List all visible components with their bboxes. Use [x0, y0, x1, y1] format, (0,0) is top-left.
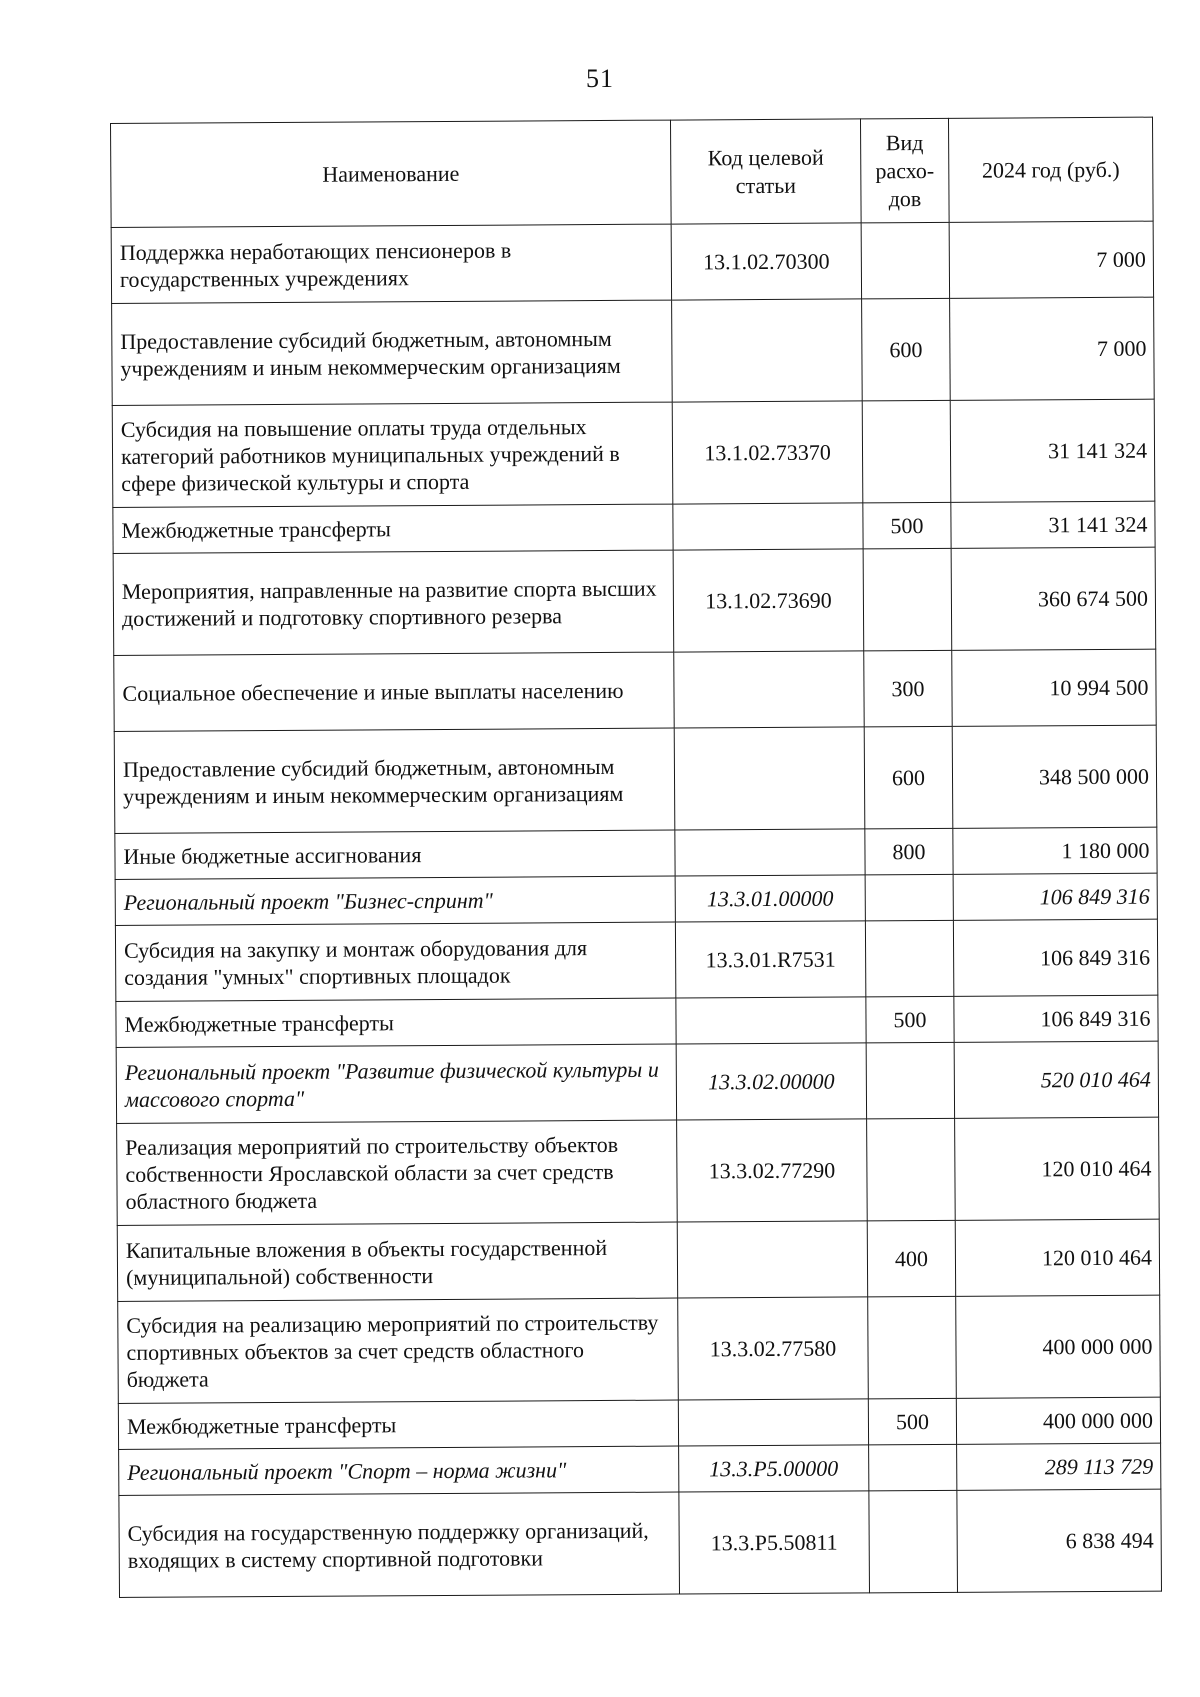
row-name-cell: Капитальные вложения в объекты государственной (муниципальной) собственности: [117, 1222, 677, 1301]
row-kind-cell: 800: [865, 828, 953, 875]
row-sum-cell: 106 849 316: [953, 919, 1157, 996]
budget-table: [110, 117, 1162, 1598]
row-sum-cell: 520 010 464: [954, 1041, 1158, 1118]
row-sum-cell: 400 000 000: [956, 1397, 1160, 1444]
row-name-cell: Региональный проект "Бизнес-спринт": [115, 876, 675, 925]
row-kind-cell: [865, 920, 953, 997]
row-name-cell: Реализация мероприятий по строительству объектов собственности Ярославской области за счет средств областного бюджета: [117, 1120, 678, 1225]
row-code-cell: [673, 503, 863, 550]
row-name-cell: Иные бюджетные ассигнования: [115, 830, 675, 879]
table-row: [119, 1489, 1162, 1597]
table-row: [116, 995, 1158, 1047]
row-kind-cell: 300: [864, 650, 952, 727]
row-kind-cell: 400: [867, 1220, 955, 1297]
page-number: 51: [586, 64, 614, 93]
row-kind-cell: [861, 222, 949, 299]
row-code-cell: 13.3.01.R7531: [675, 921, 865, 998]
row-name-cell: Межбюджетные трансферты: [116, 998, 676, 1047]
row-name-cell: Субсидия на реализацию мероприятий по строительству спортивных объектов за счет средств областного бюджета: [118, 1298, 679, 1403]
table-row: [114, 725, 1157, 833]
row-sum-cell: 7 000: [949, 221, 1153, 298]
table-row: [115, 827, 1157, 879]
row-code-cell: 13.1.02.73370: [672, 401, 863, 504]
row-kind-cell: 500: [863, 502, 951, 549]
row-sum-cell: 400 000 000: [956, 1295, 1161, 1398]
row-name-cell: Предоставление субсидий бюджетным, автономным учреждениям и иным некоммерческим организациям: [114, 728, 675, 833]
table-row: [112, 297, 1155, 405]
row-kind-cell: [869, 1490, 958, 1593]
row-sum-cell: 348 500 000: [952, 725, 1157, 828]
row-sum-cell: 120 010 464: [955, 1219, 1159, 1296]
row-code-cell: 13.3.02.77290: [677, 1119, 868, 1222]
row-kind-cell: [866, 1042, 954, 1119]
row-sum-cell: 106 849 316: [954, 995, 1158, 1042]
row-name-cell: Межбюджетные трансферты: [118, 1400, 678, 1449]
table-row: [118, 1397, 1160, 1449]
row-code-cell: [674, 651, 864, 728]
row-sum-cell: 31 141 324: [951, 501, 1155, 548]
table-row: [112, 399, 1155, 507]
table-header: [111, 117, 1154, 227]
row-sum-cell: 1 180 000: [953, 827, 1157, 874]
row-name-cell: Субсидия на закупку и монтаж оборудования для создания "умных" спортивных площадок: [115, 922, 675, 1001]
row-code-cell: 13.3.02.77580: [678, 1297, 869, 1400]
row-sum-cell: 6 838 494: [957, 1489, 1162, 1592]
row-sum-cell: 31 141 324: [950, 399, 1155, 502]
row-name-cell: Мероприятия, направленные на развитие спорта высших достижений и подготовку спортивного резерва: [113, 550, 674, 655]
row-name-cell: Межбюджетные трансферты: [113, 504, 673, 553]
header-kind: Вид расхо-дов: [860, 118, 949, 223]
row-kind-cell: 600: [864, 726, 953, 829]
row-kind-cell: [862, 400, 951, 503]
row-code-cell: [678, 1399, 868, 1446]
header-sum: 2024 год (руб.): [948, 117, 1153, 222]
table-row: [115, 873, 1157, 925]
header-row: [111, 117, 1154, 227]
table-row: [117, 1219, 1159, 1301]
row-name-cell: Субсидия на повышение оплаты труда отдельных категорий работников муниципальных учреждений в сфере физической культуры и спорта: [112, 402, 673, 507]
row-code-cell: 13.3.P5.00000: [679, 1445, 869, 1492]
row-sum-cell: 7 000: [950, 297, 1155, 400]
row-code-cell: 13.1.02.70300: [671, 223, 861, 300]
row-code-cell: 13.3.02.00000: [676, 1043, 866, 1120]
row-name-cell: Социальное обеспечение и иные выплаты населению: [114, 652, 674, 731]
table-row: [114, 649, 1156, 731]
table-row: [113, 501, 1155, 553]
table-row: [115, 919, 1157, 1001]
row-sum-cell: 289 113 729: [957, 1443, 1161, 1490]
table-row: [113, 547, 1156, 655]
table-body: [111, 221, 1161, 1597]
table-row: [119, 1443, 1161, 1495]
row-name-cell: Региональный проект "Спорт – норма жизни": [119, 1446, 679, 1495]
row-code-cell: [675, 829, 865, 876]
row-sum-cell: 360 674 500: [951, 547, 1156, 650]
row-code-cell: [674, 727, 865, 830]
row-name-cell: Предоставление субсидий бюджетным, автономным учреждениям и иным некоммерческим организациям: [112, 300, 673, 405]
row-kind-cell: [867, 1118, 956, 1221]
row-sum-cell: 10 994 500: [952, 649, 1156, 726]
header-name: Наименование: [111, 120, 672, 227]
row-code-cell: [676, 997, 866, 1044]
row-code-cell: [677, 1221, 867, 1298]
row-code-cell: 13.1.02.73690: [673, 549, 864, 652]
row-sum-cell: 120 010 464: [955, 1117, 1160, 1220]
row-name-cell: Региональный проект "Развитие физической культуры и массового спорта": [116, 1044, 676, 1123]
row-kind-cell: 500: [866, 996, 954, 1043]
row-code-cell: 13.3.P5.50811: [679, 1491, 870, 1594]
row-code-cell: 13.3.01.00000: [675, 875, 865, 922]
table-row: [117, 1117, 1160, 1225]
row-kind-cell: [865, 874, 953, 921]
row-name-cell: Поддержка неработающих пенсионеров в государственных учреждениях: [111, 224, 671, 303]
row-kind-cell: 600: [862, 298, 951, 401]
row-kind-cell: [869, 1444, 957, 1491]
row-kind-cell: 500: [868, 1398, 956, 1445]
table-row: [118, 1295, 1161, 1403]
row-kind-cell: [863, 548, 952, 651]
row-sum-cell: 106 849 316: [953, 873, 1157, 920]
row-code-cell: [672, 299, 863, 402]
table-row: [111, 221, 1153, 303]
header-code: Код целевой статьи: [670, 119, 861, 224]
row-name-cell: Субсидия на государственную поддержку организаций, входящих в систему спортивной подготовки: [119, 1492, 680, 1597]
table-row: [116, 1041, 1158, 1123]
row-kind-cell: [868, 1296, 957, 1399]
